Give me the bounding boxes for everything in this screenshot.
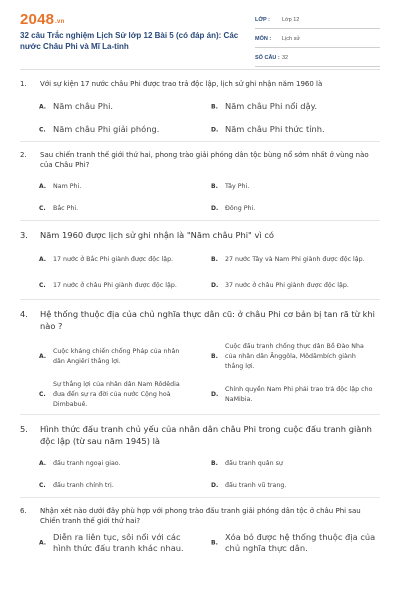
option-d[interactable] <box>192 198 380 220</box>
option-a[interactable] <box>20 338 192 376</box>
option-d[interactable] <box>192 475 380 497</box>
option-text: đấu tranh chính trị. <box>53 482 114 489</box>
meta-value: Lớp 12 <box>282 17 300 23</box>
answer-options <box>20 247 380 299</box>
option-b[interactable] <box>192 95 380 118</box>
option-text: đấu tranh ngoại giao. <box>53 460 121 467</box>
meta-label: MÔN : <box>255 36 272 42</box>
option-c[interactable] <box>20 198 192 220</box>
option-b[interactable] <box>192 176 380 198</box>
option-letter: D. <box>211 205 219 212</box>
option-text: Xóa bỏ được hệ thống thuộc địa của chủ nghĩa thực dân. <box>225 532 376 553</box>
question-number: 3. <box>20 230 28 240</box>
meta-label: SỐ CÂU : <box>255 55 280 61</box>
option-d[interactable] <box>192 376 380 414</box>
option-b[interactable] <box>192 532 380 554</box>
question-text <box>20 229 380 241</box>
option-letter: B. <box>211 256 218 263</box>
option-letter: A. <box>39 103 47 110</box>
option-text: Cuộc đấu tranh chống thực dân Bồ Đào Nha của nhân dân Ănggôla, Môdămbích giành thắng lợi. <box>225 343 364 370</box>
option-text: Năm châu Phi. <box>53 101 114 111</box>
option-letter: A. <box>39 256 47 263</box>
option-a[interactable] <box>20 453 192 475</box>
option-text: Diễn ra liên tục, sôi nổi với các hình thức đấu tranh khác nhau. <box>53 532 184 553</box>
header-divider <box>20 69 380 70</box>
answer-options <box>20 453 380 497</box>
option-letter: B. <box>211 539 218 547</box>
option-text: 37 nước ở châu Phi giành được độc lập. <box>225 282 349 289</box>
question-4 <box>20 308 380 415</box>
option-c[interactable] <box>20 376 192 414</box>
question-6 <box>20 506 380 554</box>
option-letter: A. <box>39 353 47 360</box>
meta-row-class <box>255 15 380 29</box>
option-letter: B. <box>211 460 218 467</box>
option-text: đấu tranh quân sự <box>225 460 283 467</box>
option-d[interactable] <box>192 273 380 299</box>
question-prompt: Hình thức đấu tranh chủ yếu của nhân dân châu Phi trong cuộc đấu tranh giành độc lập (từ sau năm 1945) là <box>40 424 372 446</box>
question-number: 5. <box>20 424 28 434</box>
option-text: Chính quyền Nam Phi phải trao trả độc lập cho NaMibia. <box>225 386 373 403</box>
logo-suffix: .vn <box>55 19 65 25</box>
answer-options <box>20 532 380 554</box>
option-letter: A. <box>39 460 47 467</box>
question-3 <box>20 229 380 300</box>
option-c[interactable] <box>20 118 192 141</box>
option-text: Bắc Phi. <box>53 205 79 212</box>
meta-label: LỚP : <box>255 17 270 23</box>
option-a[interactable] <box>20 532 192 554</box>
option-letter: C. <box>39 391 46 398</box>
answer-options <box>20 95 380 141</box>
option-d[interactable] <box>192 118 380 141</box>
question-number: 2. <box>20 151 27 159</box>
option-letter: D. <box>211 391 219 398</box>
option-b[interactable] <box>192 247 380 273</box>
option-text: Năm châu Phi nổi dậy. <box>225 101 318 111</box>
question-list <box>20 79 380 562</box>
option-text: Nam Phi. <box>53 183 82 190</box>
option-a[interactable] <box>20 247 192 273</box>
question-number: 1. <box>20 80 27 88</box>
answer-options <box>20 338 380 414</box>
option-letter: A. <box>39 539 47 547</box>
option-b[interactable] <box>192 453 380 475</box>
option-letter: A. <box>39 183 47 190</box>
option-c[interactable] <box>20 475 192 497</box>
option-text: Năm châu Phi thức tỉnh. <box>225 124 325 134</box>
option-text: Năm châu Phi giải phóng. <box>53 124 160 134</box>
option-letter: D. <box>211 482 219 489</box>
document-meta <box>255 15 380 72</box>
option-text: Đông Phi. <box>225 205 256 212</box>
option-letter: C. <box>39 482 46 489</box>
option-a[interactable] <box>20 176 192 198</box>
site-logo[interactable] <box>20 11 64 28</box>
question-number: 6. <box>20 507 27 515</box>
question-prompt: Hệ thống thuộc địa của chủ nghĩa thực dân cũ: ở châu Phi cơ bản bị tan rã từ khi nào ? <box>40 309 375 331</box>
document-header <box>0 0 400 62</box>
option-a[interactable] <box>20 95 192 118</box>
option-text: 17 nước ở Bắc Phi giành được độc lập. <box>53 256 174 263</box>
option-letter: B. <box>211 103 218 110</box>
option-text: Sự thắng lợi của nhân dân Nam Rôdêdia đưa đến sự ra đời của nước Cộng hoà Dimbabuê. <box>53 381 180 408</box>
option-letter: D. <box>211 126 219 133</box>
question-text <box>20 79 380 89</box>
option-letter: D. <box>211 282 219 289</box>
question-prompt: Với sự kiện 17 nước châu Phi được trao trả độc lập, lịch sử ghi nhận năm 1960 là <box>40 80 323 88</box>
option-text: 17 nước ở châu Phi giành được độc lập. <box>53 282 177 289</box>
question-number: 4. <box>20 309 28 319</box>
question-text <box>20 423 380 447</box>
question-text <box>20 506 380 526</box>
question-prompt: Nhận xét nào dưới đây phù hợp với phong trào đấu tranh giải phóng dân tộc ở châu Phi sau Chiến tranh thế giới thứ hai? <box>40 507 361 525</box>
question-1 <box>20 79 380 142</box>
option-text: Tây Phi. <box>225 183 250 190</box>
logo-text: 2048 <box>20 11 55 28</box>
option-letter: B. <box>211 353 218 360</box>
option-letter: C. <box>39 205 46 212</box>
option-text: đấu tranh vũ trang. <box>225 482 287 489</box>
option-letter: B. <box>211 183 218 190</box>
document-title: 32 câu Trắc nghiệm Lịch Sử lớp 12 Bài 5 (có đáp án): Các nước Châu Phi và Mĩ La-tinh <box>20 31 239 51</box>
meta-value: Lịch sử <box>282 36 301 42</box>
option-letter: C. <box>39 282 46 289</box>
option-c[interactable] <box>20 273 192 299</box>
answer-options <box>20 176 380 220</box>
question-text <box>20 150 380 170</box>
question-2 <box>20 150 380 221</box>
option-text: Cuộc kháng chiến chống Pháp của nhân dân Angiêri thắng lợi. <box>53 348 180 365</box>
meta-row-count <box>255 53 380 67</box>
option-text: 27 nước Tây và Nam Phi giành được độc lập. <box>225 256 365 263</box>
meta-value: 32 <box>282 55 289 61</box>
meta-row-subject <box>255 34 380 48</box>
question-prompt: Năm 1960 được lịch sử ghi nhận là "Năm châu Phi" vì có <box>40 230 274 240</box>
question-prompt: Sau chiến tranh thế giới thứ hai, phong trào giải phóng dân tộc bùng nổ sớm nhất ở vùng nào của Châu Phi? <box>40 151 369 169</box>
option-letter: C. <box>39 126 46 133</box>
question-text <box>20 308 380 332</box>
option-b[interactable] <box>192 338 380 376</box>
question-5 <box>20 423 380 498</box>
